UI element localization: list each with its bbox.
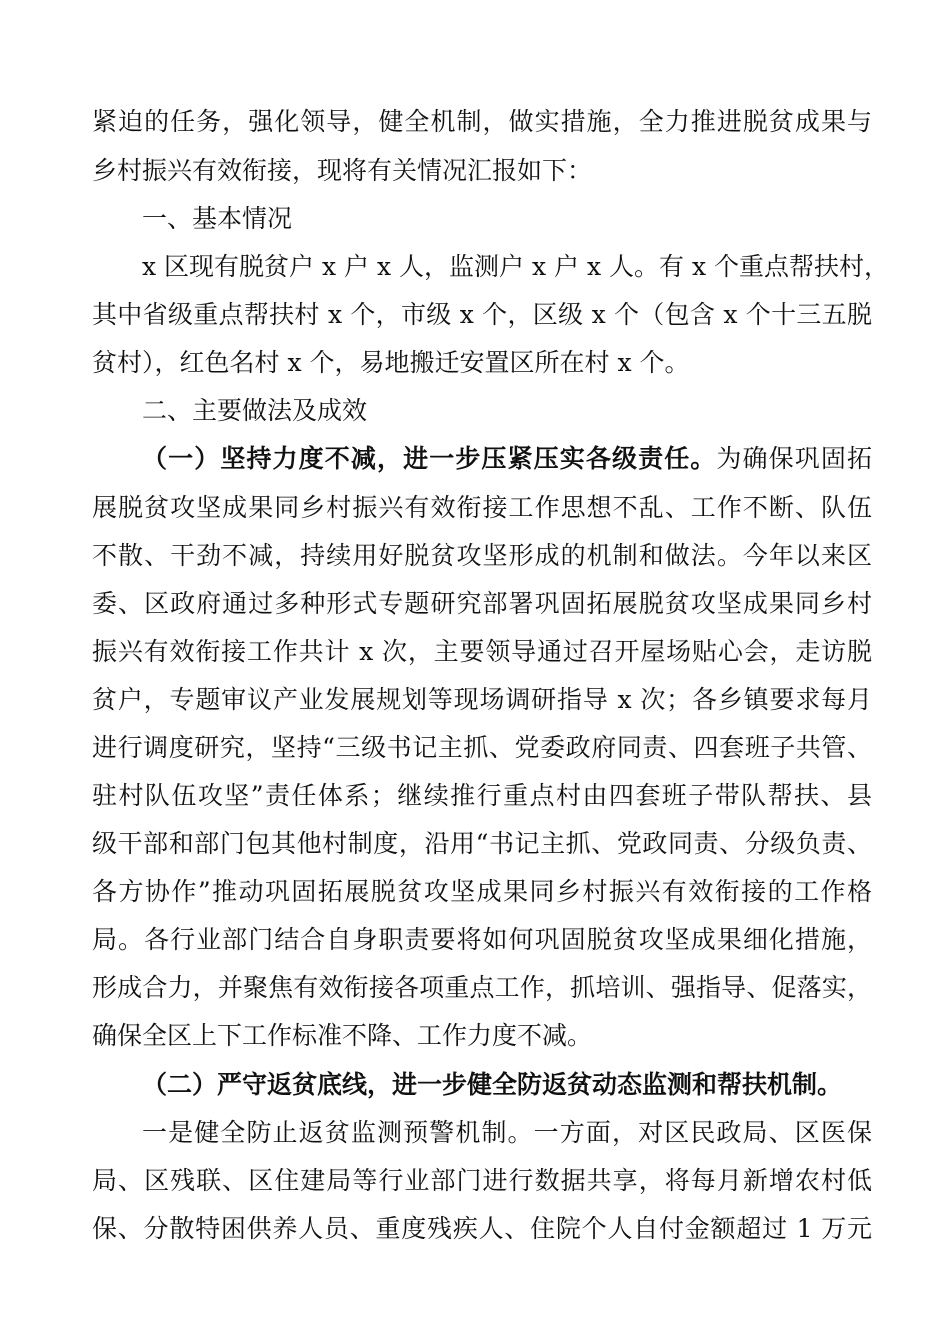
section-heading: 一、基本情况 bbox=[142, 204, 293, 233]
subsection-heading-tail: 为确保巩固拓 bbox=[716, 444, 872, 473]
text-line: 乡村振兴有效衔接，现将有关情况汇报如下： bbox=[92, 156, 593, 185]
text-line: x 区现有脱贫户 x 户 x 人，监测户 x 户 x 人。有 x 个重点帮扶村， bbox=[142, 252, 890, 281]
text-line: 进行调度研究，坚持“三级书记主抓、党委政府同责、四套班子共管、 bbox=[92, 733, 872, 762]
text-line: 展脱贫攻坚成果同乡村振兴有效衔接工作思想不乱、工作不断、队伍 bbox=[92, 493, 872, 522]
text-line: 其中省级重点帮扶村 x 个，市级 x 个，区级 x 个（包含 x 个十三五脱 bbox=[92, 300, 872, 329]
subsection-heading: （二）严守返贫底线，进一步健全防返贫动态监测和帮扶机制。 bbox=[142, 1070, 843, 1099]
subsection-heading-line bbox=[142, 439, 872, 479]
text-line: 驻村队伍攻坚”责任体系；继续推行重点村由四套班子带队帮扶、县 bbox=[92, 781, 872, 810]
text-line: 各方协作”推动巩固拓展脱贫攻坚成果同乡村振兴有效衔接的工作格 bbox=[92, 877, 872, 906]
text-line: 级干部和部门包其他村制度，沿用“书记主抓、党政同责、分级负责、 bbox=[92, 829, 872, 858]
text-line: 紧迫的任务，强化领导，健全机制，做实措施，全力推进脱贫成果与 bbox=[92, 107, 872, 136]
text-line: 振兴有效衔接工作共计 x 次，主要领导通过召开屋场贴心会，走访脱 bbox=[92, 637, 872, 666]
text-line: 局。各行业部门结合自身职责要将如何巩固脱贫攻坚成果细化措施， bbox=[92, 925, 872, 954]
text-line: 保、分散特困供养人员、重度残疾人、住院个人自付金额超过 1 万元 bbox=[92, 1214, 872, 1243]
section-heading: 二、主要做法及成效 bbox=[142, 396, 368, 425]
text-line: 一是健全防止返贫监测预警机制。一方面，对区民政局、区医保 bbox=[142, 1118, 872, 1147]
text-line: 局、区残联、区住建局等行业部门进行数据共享，将每月新增农村低 bbox=[92, 1166, 872, 1195]
text-line: 贫户，专题审议产业发展规划等现场调研指导 x 次；各乡镇要求每月 bbox=[92, 685, 872, 714]
text-line: 不散、干劲不减，持续用好脱贫攻坚形成的机制和做法。今年以来区 bbox=[92, 541, 872, 570]
text-line: 贫村），红色名村 x 个，易地搬迁安置区所在村 x 个。 bbox=[92, 348, 690, 377]
text-line: 确保全区上下工作标准不降、工作力度不减。 bbox=[92, 1021, 593, 1050]
subsection-heading: （一）坚持力度不减，进一步压紧压实各级责任。 bbox=[142, 444, 717, 473]
text-line: 委、区政府通过多种形式专题研究部署巩固拓展脱贫攻坚成果同乡村 bbox=[92, 589, 872, 618]
text-line: 形成合力，并聚焦有效衔接各项重点工作，抓培训、强指导、促落实， bbox=[92, 973, 872, 1002]
